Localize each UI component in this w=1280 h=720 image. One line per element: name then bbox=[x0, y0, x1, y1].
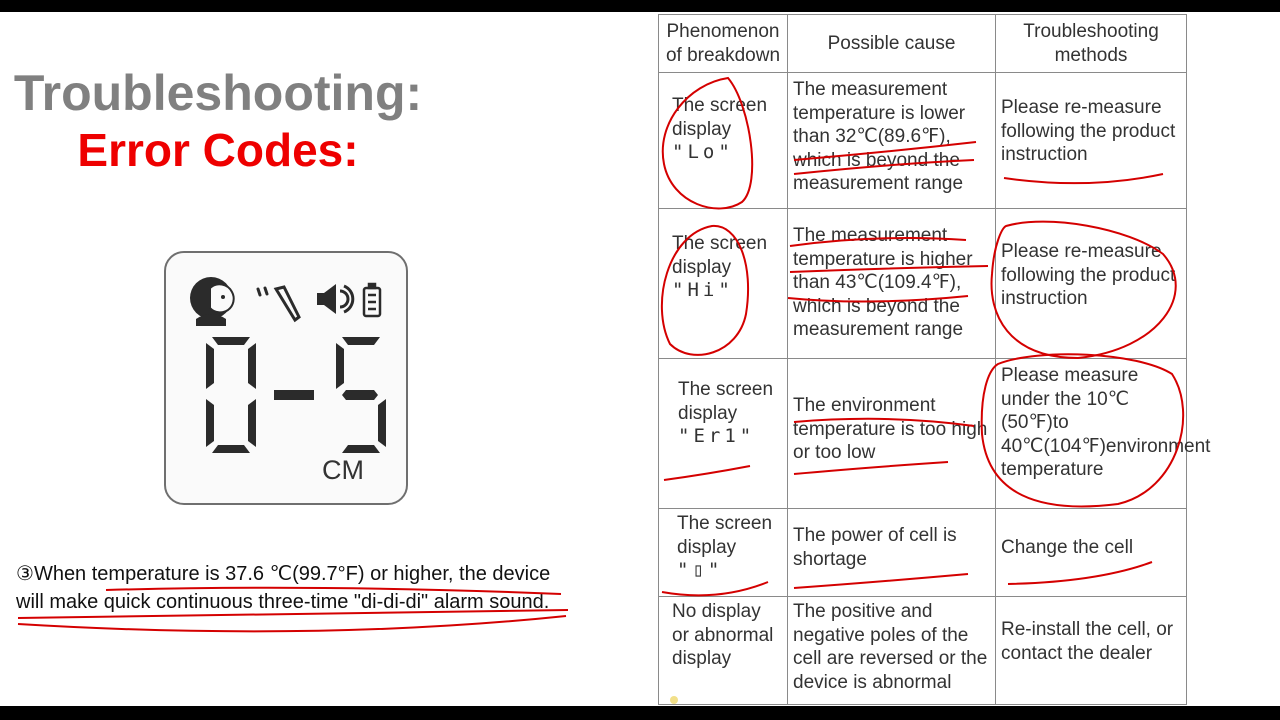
header-method: Troubleshooting methods bbox=[996, 15, 1187, 73]
cause-text: The positive and negative poles of the cell are reversed or the device is abnormal bbox=[793, 601, 988, 693]
method-text: Re-install the cell, or contact the dealer bbox=[1001, 619, 1174, 664]
phenomenon-text: No display or abnormal display bbox=[672, 601, 774, 669]
phenomenon-cell bbox=[659, 209, 788, 359]
table-row bbox=[659, 597, 1187, 705]
method-text: Please re-measure following the product instruction bbox=[1001, 241, 1176, 309]
note-underline-annotations bbox=[16, 560, 576, 650]
phenomenon-cell bbox=[659, 509, 788, 597]
phenomenon-text: The screen display bbox=[678, 379, 774, 424]
cause-text: The measurement temperature is higher than 43℃(109.4℉), which is beyond the measurement range bbox=[793, 225, 973, 340]
display-symbol: "▯" bbox=[677, 559, 724, 581]
header-cause: Possible cause bbox=[788, 15, 996, 73]
troubleshooting-table bbox=[658, 14, 1211, 705]
method-text: Please measure under the 10℃ (50℉)to 40℃(104℉)environment temperature bbox=[1001, 365, 1211, 480]
phenomenon-text: The screen display bbox=[672, 95, 768, 140]
table-row bbox=[659, 359, 1187, 509]
seven-seg-dash bbox=[274, 390, 314, 400]
phenomenon-text: The screen display bbox=[677, 513, 773, 558]
method-cell bbox=[996, 73, 1187, 209]
seven-seg-digit-5 bbox=[336, 337, 386, 453]
title-line-2: Error Codes: bbox=[77, 124, 359, 176]
display-symbol: "Er1" bbox=[678, 425, 756, 447]
note-text: When temperature is 37.6 ℃(99.7°F) or higher, the device will make quick continuous three-time "di-di-di" alarm sound. bbox=[16, 563, 551, 613]
cause-cell bbox=[788, 597, 996, 705]
phenomenon-text: The screen display bbox=[672, 233, 768, 278]
table-row bbox=[659, 209, 1187, 359]
face-mode-icon bbox=[190, 277, 234, 326]
method-text: Change the cell bbox=[1001, 537, 1134, 558]
alarm-note bbox=[16, 560, 576, 616]
ear-thermometer-icon bbox=[258, 287, 299, 320]
cause-cell bbox=[788, 209, 996, 359]
table-row bbox=[659, 509, 1187, 597]
lcd-graphics bbox=[166, 253, 410, 507]
note-marker: ③ bbox=[16, 563, 34, 585]
phenomenon-cell bbox=[659, 597, 788, 705]
battery-icon bbox=[364, 284, 380, 316]
method-cell bbox=[996, 359, 1211, 509]
display-symbol: "Lo" bbox=[672, 141, 734, 163]
slide bbox=[0, 12, 1280, 706]
cause-text: The measurement temperature is lower than 32℃(89.6℉), which is beyond the measurement range bbox=[793, 79, 966, 194]
seven-seg-digit-0 bbox=[206, 337, 256, 453]
cause-text: The power of cell is shortage bbox=[793, 525, 957, 570]
method-cell bbox=[996, 509, 1187, 597]
troubleshooting-table-wrap bbox=[658, 14, 1211, 704]
method-text: Please re-measure following the product instruction bbox=[1001, 97, 1176, 165]
cause-cell bbox=[788, 73, 996, 209]
display-symbol: "Hi" bbox=[672, 279, 734, 301]
title-line-1: Troubleshooting: bbox=[13, 65, 423, 121]
cause-text: The environment temperature is too high or too low bbox=[793, 395, 988, 463]
cause-cell bbox=[788, 509, 996, 597]
lcd-unit-label: CM bbox=[322, 455, 364, 485]
lcd-display bbox=[164, 251, 408, 505]
cause-cell bbox=[788, 359, 996, 509]
phenomenon-cell bbox=[659, 359, 788, 509]
speaker-icon bbox=[317, 284, 353, 314]
method-cell bbox=[996, 597, 1187, 705]
method-cell bbox=[996, 209, 1187, 359]
table-row bbox=[659, 73, 1187, 209]
header-phenomenon: Phenomenon of breakdown bbox=[659, 15, 788, 73]
table-header-row bbox=[659, 15, 1187, 73]
phenomenon-cell bbox=[659, 73, 788, 209]
